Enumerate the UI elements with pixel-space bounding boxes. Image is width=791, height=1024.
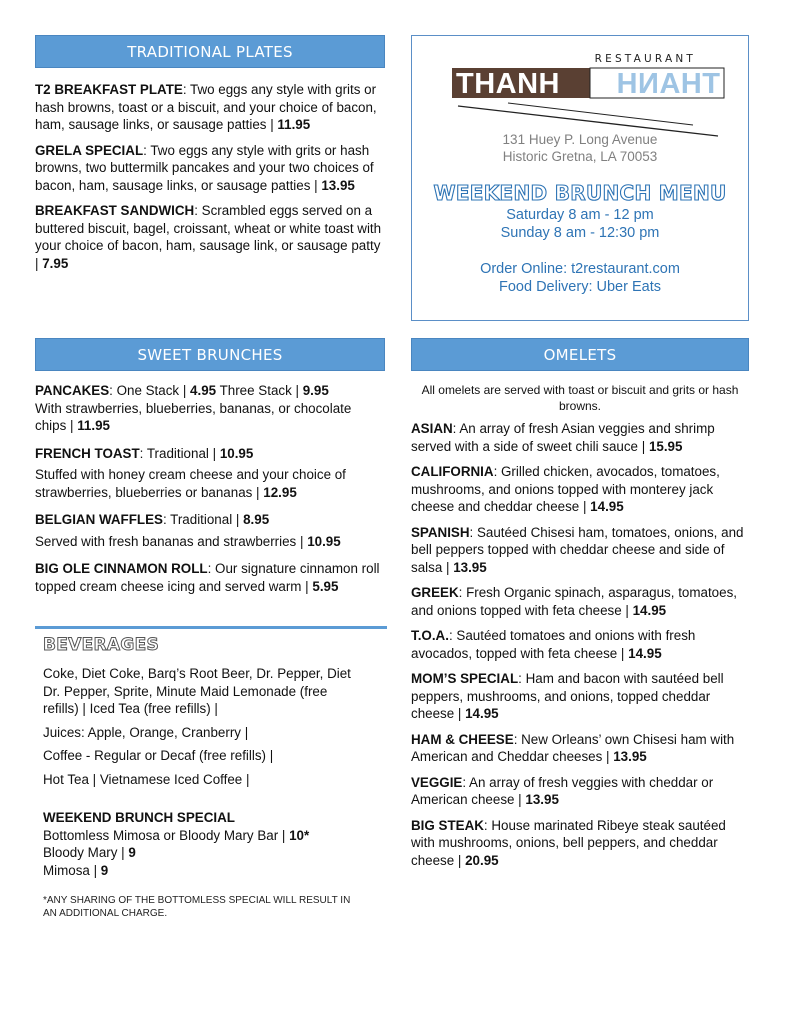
logo-name-text: THANH	[456, 68, 560, 100]
menu-item	[411, 420, 749, 455]
beverage-line: Juices: Apple, Orange, Cranberry |	[43, 724, 249, 740]
item-desc: : Sautéed tomatoes and onions with fresh avocados, topped with feta cheese |	[411, 628, 696, 661]
item-price: 5.95	[312, 578, 339, 594]
item-price: 14.95	[590, 499, 624, 514]
menu-item	[411, 524, 749, 577]
logo-name-mirror: THANH	[616, 68, 720, 100]
item-price: 4.95	[190, 383, 217, 398]
thanh-logo-icon	[448, 46, 728, 138]
item-price: 8.95	[243, 512, 270, 527]
order-online-link[interactable]: Order Online: t2restaurant.com	[480, 261, 680, 277]
menu-item	[411, 731, 749, 766]
item-name: BREAKFAST SANDWICH	[35, 203, 195, 218]
item-desc: Bottomless Mimosa or Bloody Mary Bar |	[43, 827, 290, 843]
item-name: T.O.A.	[411, 628, 449, 643]
beverage-line: Coke, Diet Coke, Barq’s Root Beer, Dr. Pepper, Diet Dr. Pepper, Sprite, Minute Maid Lemonade (free refills) | Iced Tea (free refills) |	[43, 666, 351, 716]
item-desc: : Ham and bacon with sautéed bell peppers, mushrooms, and onions, topped cheddar cheese |	[411, 671, 724, 721]
item-name: MOM’S SPECIAL	[411, 671, 519, 686]
item-price: 13.95	[613, 749, 647, 764]
item-price: 9.95	[302, 383, 329, 398]
sharing-note: *ANY SHARING OF THE BOTTOMLESS SPECIAL WILL RESULT IN AN ADDITIONAL CHARGE.	[43, 895, 351, 919]
beverage-line: Coffee - Regular or Decaf (free refills) |	[43, 748, 274, 763]
menu-item	[411, 817, 749, 870]
beverages-header: BEVERAGES	[43, 635, 160, 655]
item-name: ASIAN	[411, 421, 453, 436]
item-desc: : One Stack |	[109, 383, 191, 398]
order-info	[412, 260, 748, 296]
sweet-header: SWEET BRUNCHES	[35, 338, 385, 371]
item-name: T2 BREAKFAST PLATE	[35, 82, 183, 97]
omelets-header: OMELETS	[411, 338, 749, 371]
menu-item	[35, 202, 385, 272]
item-desc: : House marinated Ribeye steak sautéed with mushrooms, onions, bell peppers, and cheddar cheese |	[411, 817, 726, 868]
address	[412, 131, 748, 165]
omelets-section	[411, 338, 749, 877]
item-price: 10.95	[219, 445, 254, 461]
item-name: GRELA SPECIAL	[35, 142, 144, 158]
special-title: WEEKEND BRUNCH SPECIAL	[43, 810, 235, 825]
item-price: 10*	[289, 827, 310, 843]
menu-item	[35, 81, 385, 134]
traditional-header: TRADITIONAL PLATES	[35, 35, 385, 68]
item-desc: Bloody Mary |	[43, 845, 129, 860]
item-desc: Mimosa |	[43, 862, 101, 878]
beverage-line: Hot Tea | Vietnamese Iced Coffee |	[43, 771, 250, 787]
address-line: 131 Huey P. Long Avenue	[502, 132, 658, 147]
item-desc: Served with fresh bananas and strawberries |	[35, 533, 308, 549]
item-name: VEGGIE	[411, 774, 463, 790]
menu-item	[411, 463, 749, 516]
menu-item	[35, 142, 385, 195]
item-desc: With strawberries, blueberries, bananas, or chocolate chips |	[35, 400, 352, 433]
menu-item	[411, 584, 749, 619]
menu-item	[411, 627, 749, 662]
item-price: 10.95	[307, 533, 341, 549]
item-name: HAM & CHEESE	[411, 731, 514, 747]
address-line: Historic Gretna, LA 70053	[502, 149, 658, 164]
section-divider	[35, 626, 387, 629]
omelets-intro: All omelets are served with toast or biscuit and grits or hash browns.	[421, 383, 739, 413]
item-desc: : Traditional |	[139, 445, 220, 461]
item-price: 15.95	[648, 438, 683, 454]
item-price: 11.95	[277, 117, 311, 132]
menu-item	[411, 774, 749, 809]
item-price: 14.95	[632, 602, 667, 618]
item-desc: : Grilled chicken, avocados, tomatoes, mushrooms, and onions topped with monterey jack cheese and cheddar cheese |	[411, 464, 720, 514]
hours-line: Sunday 8 am - 12:30 pm	[500, 225, 660, 241]
logo-restaurant-text: RESTAURANT	[594, 53, 696, 65]
item-price: 9	[100, 862, 109, 878]
traditional-section	[35, 35, 385, 280]
sweet-section	[35, 338, 385, 603]
item-name: BELGIAN WAFFLES	[35, 512, 163, 527]
hours	[412, 206, 748, 242]
menu-item	[35, 445, 385, 502]
item-price: 14.95	[465, 706, 499, 721]
item-name: PANCAKES	[35, 383, 110, 398]
item-desc: : New Orleans’ own Chisesi ham with American and Cheddar cheeses |	[411, 731, 735, 764]
menu-item	[35, 560, 385, 595]
item-price: 14.95	[628, 645, 662, 661]
item-name: FRENCH TOAST	[35, 445, 140, 461]
item-desc: Stuffed with honey cream cheese and your choice of strawberries, blueberries or bananas |	[35, 467, 346, 500]
item-desc: : Scrambled eggs served on a buttered biscuit, bagel, croissant, wheat or white toast with your choice of bacon, ham, sausage link, or sausage patty |	[35, 203, 382, 271]
item-name: GREEK	[411, 585, 459, 600]
item-desc: : An array of fresh veggies with cheddar or American cheese |	[411, 774, 714, 807]
item-desc: : Two eggs any style with grits or hash browns, two buttermilk pancakes and your two choices of bacon, ham, sausage links, or sausage patties |	[35, 142, 374, 193]
item-desc: Three Stack |	[216, 383, 303, 398]
item-name: SPANISH	[411, 524, 470, 540]
brunch-special	[43, 809, 365, 879]
delivery-info: Food Delivery: Uber Eats	[499, 279, 661, 295]
item-desc: : Sautéed Chisesi ham, tomatoes, onions, and bell peppers topped with cheddar cheese and side of salsa |	[411, 524, 744, 575]
item-name: BIG STEAK	[411, 817, 484, 833]
restaurant-info-box	[411, 35, 749, 321]
brunch-menu-title: WEEKEND BRUNCH MENU	[433, 181, 727, 205]
item-desc: : Traditional |	[162, 512, 244, 527]
hours-line: Saturday 8 am - 12 pm	[506, 207, 654, 223]
item-desc: : Our signature cinnamon roll topped cream cheese icing and served warm |	[35, 561, 380, 594]
item-price: 9	[128, 845, 136, 860]
menu-item	[35, 511, 385, 550]
item-desc: : Two eggs any style with grits or hash browns, toast or a biscuit, and your choice of bacon, ham, sausage links, or sausage patties |	[35, 82, 377, 132]
item-name: BIG OLE CINNAMON ROLL	[35, 561, 208, 576]
item-price: 20.95	[465, 852, 499, 868]
item-price: 13.95	[321, 177, 355, 193]
menu-item	[35, 382, 385, 435]
item-price: 11.95	[77, 418, 110, 433]
item-name: CALIFORNIA	[411, 464, 494, 479]
item-price: 7.95	[42, 255, 69, 271]
item-price: 12.95	[263, 484, 297, 500]
item-price: 13.95	[453, 559, 487, 575]
item-desc: : Fresh Organic spinach, asparagus, tomatoes, and onions topped with feta cheese |	[411, 585, 737, 618]
menu-item	[411, 670, 749, 723]
item-price: 13.95	[525, 792, 559, 807]
item-desc: : An array of fresh Asian veggies and shrimp served with a side of sweet chili sauce |	[411, 421, 715, 454]
beverages-section	[35, 626, 387, 920]
